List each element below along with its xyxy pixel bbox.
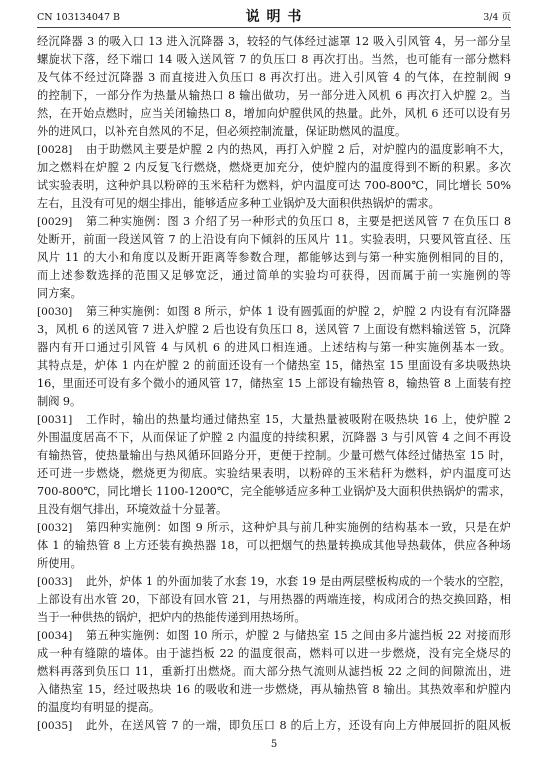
paragraph-first-line: [37, 573, 511, 591]
text-line: 第四种实施例：如图 9 所示，这种炉具与前几种实施例的结构基本一致，只是在炉: [86, 521, 511, 534]
text-line: 加之燃料在炉膛 2 内反复飞行燃烧，燃烧更加充分，使炉膛内的温度得到不断的积累。多次: [37, 161, 511, 174]
text-line: 经沉降器 3 的吸入口 13 进入沉降器 3，较轻的气体经过滤罩 12 吸入引风管 4，另一部分呈: [37, 35, 511, 48]
body-text: [37, 33, 511, 735]
paragraph-number: [0032]: [37, 522, 73, 534]
paragraph-number: [0033]: [37, 576, 73, 588]
paragraph: [37, 33, 511, 141]
text-line: 体 1 的输热管 8 上方还装有换热器 18，可以把烟气的热量转换成其他导热载体，供应各种场: [37, 539, 511, 552]
paragraph-number: [0030]: [37, 306, 73, 318]
paragraph: [37, 213, 511, 303]
paragraph: [37, 303, 511, 411]
text-line: 第五种实施例：如图 10 所示，炉膛 2 与储热室 15 之间由多片滤挡板 22 对接而形: [86, 629, 511, 642]
section-title: 说 明 书: [245, 9, 303, 25]
text-line: 由于助燃风主要是炉膛 2 内的热风，再打入炉膛 2 后，对炉膛内的温度影响不大，: [86, 143, 511, 156]
paragraph-first-line: [37, 627, 511, 645]
paragraph-first-line: [37, 411, 511, 429]
paragraph-number: [0029]: [37, 216, 73, 228]
text-line: 的温度均有明显的提高。: [37, 701, 161, 714]
text-line: 制阀 9。: [37, 395, 82, 408]
text-line: 的控制下，一部分作为热量从输热口 8 输出做功，另一部分进入风机 6 再次打入炉膛 2。当: [37, 89, 511, 102]
paragraph: [37, 627, 511, 717]
paragraph-number: [0028]: [37, 144, 73, 156]
text-line: 而上述参数选择的范围又足够宽泛，通过简单的实验均可获得，因而属于前一实施例的等: [37, 269, 511, 282]
paragraph-first-line: [37, 213, 511, 231]
text-line: 成一种有缝隙的墙体。由于滤挡板 22 的温度很高，燃料可以进一步燃烧，没有完全烧尽的: [37, 647, 511, 660]
paragraph-number: [0035]: [37, 720, 73, 732]
page-header: [37, 9, 511, 25]
text-line: 700-800℃，同比增长 1100-1200℃，完全能够适应多种工业锅炉及大面积供热锅炉的需求，: [37, 485, 511, 498]
text-line: 入储热室 15，经过吸热块 16 的吸收和进一步燃烧，再从输热管 8 输出。其热效率和炉膛内: [37, 683, 511, 696]
text-line: 所使用。: [37, 557, 82, 570]
paragraph: [37, 573, 511, 627]
text-line: 此外，炉体 1 的外面加装了水套 19，水套 19 是由两层壁板构成的一个装水的空腔，: [86, 575, 511, 588]
paragraph: [37, 411, 511, 519]
paragraph-number: [0034]: [37, 630, 73, 642]
page-indicator: 3/4 页: [483, 12, 511, 23]
page-number: 5: [270, 739, 278, 750]
text-line: 其特点是，炉体 1 内在炉膛 2 的前面还设有一个储热室 15，储热室 15 里面设有多块吸热块: [37, 359, 511, 372]
doc-number: CN 103134047 B: [37, 12, 120, 23]
paragraph-first-line: [37, 303, 511, 321]
paragraph: [37, 717, 511, 735]
text-line: 第二种实施例：图 3 介绍了另一种形式的负压口 8，主要是把送风管 7 在负压口 8: [86, 215, 511, 228]
paragraph: [37, 141, 511, 213]
paragraph-first-line: [37, 141, 511, 159]
paragraph-first-line: [37, 717, 511, 735]
text-line: 工作时，输出的热量均通过储热室 15，大量热量被吸附在吸热块 16 上，使炉膛 2: [86, 413, 511, 426]
text-line: 外围温度居高不下，从而保证了炉膛 2 内温度的持续积累，沉降器 3 与引风管 4 之间不再设: [37, 431, 511, 444]
text-line: 有输热管，使热量输出与热风循环回路分开，更便于控制。少量可燃气体经过储热室 15 时，: [37, 449, 511, 462]
text-line: 处断开，前面一段送风管 7 的上沿设有向下倾斜的压风片 11。实验表明，只要风管直径、压: [37, 233, 511, 246]
text-line: 第三种实施例：如图 8 所示，炉体 1 设有圆弧面的炉膛 2，炉膛 2 内设有有沉降器: [86, 305, 511, 318]
text-line: 左右，且没有可见的烟尘排出，能够适应多种工业锅炉及大面积供热锅炉的需求。: [37, 197, 440, 210]
paragraph-first-line: [37, 519, 511, 537]
text-line: 螺旋状下落，经下端口 14 吸入送风管 7 的负压口 8 再次打出。当然，也可能有一部分燃料: [37, 53, 511, 66]
header-rule: [37, 27, 511, 28]
text-line: 器内有开口通过引风管 4 与风机 6 的进风口相连通。上述结构与第一种实施例基本一致。: [37, 341, 511, 354]
text-line: 同方案。: [37, 287, 82, 300]
text-line: 当于一种供热的锅炉，把炉内的热能传递到用热场所。: [37, 611, 306, 624]
text-line: 燃料再落到负压口 11，重新打出燃烧。而大部分热气流则从滤挡板 22 之间的间隙流出，进: [37, 665, 511, 678]
text-line: 试实验表明，这种炉具以粉碎的玉米秸秆为燃料，炉内温度可达 700-800℃，同比增长 50%: [37, 179, 511, 192]
text-line: 还可进一步燃烧，燃烧更为彻底。实验结果表明，以粉碎的玉米秸秆为燃料，炉内温度可达: [37, 467, 511, 480]
text-line: 风片 11 的大小和角度以及断开距离等参数合理，都能够达到与第一种实施例相同的目的，: [37, 251, 511, 264]
paragraph-number: [0031]: [37, 414, 73, 426]
text-line: 此外，在送风管 7 的一端，即负压口 8 的后上方，还设有向上方伸展回折的阻风板: [86, 719, 511, 732]
text-line: 16，里面还可设有多个微小的通风管 17，储热室 15 上部设有输热管 8，输热管 8 上面装有控: [37, 377, 511, 390]
text-line: 3，风机 6 的送风管 7 进入炉膛 2 后也设有负压口 8，送风管 7 上面设有燃料输送管 5，沉降: [37, 323, 511, 336]
paragraph: [37, 519, 511, 573]
text-line: 然，在开始点燃时，应当关闭输热口 8，增加向炉膛供风的热量。此外，风机 6 还可以设有另: [37, 107, 511, 120]
text-line: 外的进风口，以补充自然风的不足，但必须控制流量，保证助燃风的温度。: [37, 125, 407, 138]
text-line: 及气体不经过沉降器 3 而直接进入负压口 8 再次打出。进入引风管 4 的气体，在控制阀 9: [37, 71, 511, 84]
text-line: 上部设有出水管 20，下部设有回水管 21，与用热器的两端连接，构成闭合的热交换回路，相: [37, 593, 511, 606]
text-line: 且没有烟气排出，环境效益十分显著。: [37, 503, 228, 516]
